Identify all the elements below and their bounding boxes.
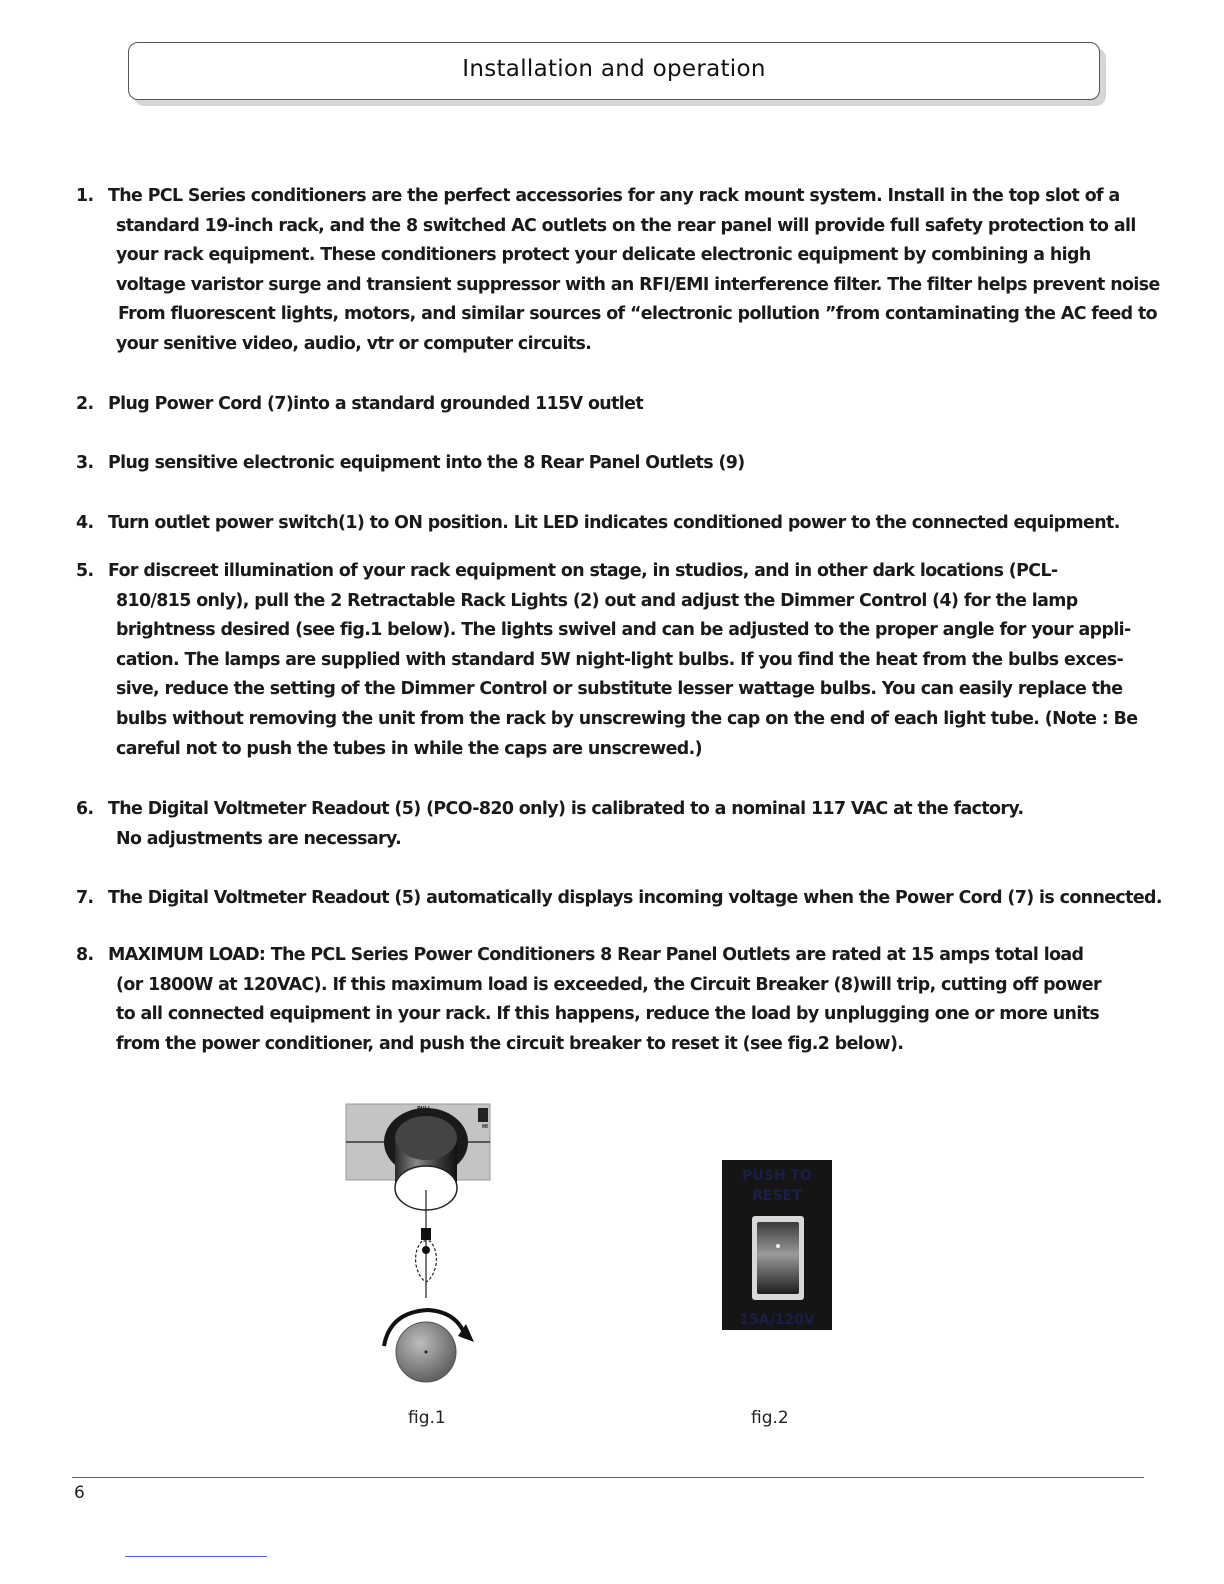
section-header: [128, 42, 1100, 100]
item-text: The Digital Voltmeter Readout (5) automatically displays incoming voltage when the Power Cord (7) is connected.: [108, 888, 1162, 908]
list-item: [76, 941, 1101, 1059]
item-text: Turn outlet power switch(1) to ON position. Lit LED indicates conditioned power to the connected equipment.: [108, 513, 1120, 533]
item-text: careful not to push the tubes in while the caps are unscrewed.): [116, 738, 702, 759]
item-number: 3.: [76, 453, 94, 473]
circuit-breaker-illustration: [722, 1160, 832, 1330]
page-number: 6: [74, 1483, 85, 1503]
item-number: 6.: [76, 799, 94, 819]
footnote-rule: [125, 1556, 267, 1557]
item-text: bulbs without removing the unit from the rack by unscrewing the cap on the end of each light tube. (Note : Be: [116, 708, 1138, 729]
list-item: [76, 509, 1120, 539]
item-number: 8.: [76, 945, 94, 965]
item-text: No adjustments are necessary.: [116, 828, 402, 849]
item-text: standard 19-inch rack, and the 8 switched AC outlets on the rear panel will provide full safety protection to all: [116, 215, 1136, 236]
item-text: (or 1800W at 120VAC). If this maximum load is exceeded, the Circuit Breaker (8)will trip, cutting off power: [116, 974, 1101, 995]
breaker-rocker: [757, 1222, 799, 1294]
switch-marker: [478, 1108, 488, 1122]
item-text: from the power conditioner, and push the circuit breaker to reset it (see fig.2 below).: [116, 1033, 904, 1054]
list-item: [76, 795, 1024, 854]
fig2-caption: fig.2: [751, 1408, 789, 1428]
item-text: For discreet illumination of your rack equipment on stage, in studios, and in other dark locations (PCL-: [108, 561, 1058, 581]
item-number: 5.: [76, 561, 94, 581]
item-text: From fluorescent lights, motors, and similar sources of “electronic pollution ”from contaminating the AC feed to: [118, 304, 1158, 325]
list-item: [76, 182, 1160, 360]
hi-label: HI: [482, 1124, 489, 1130]
rating-label: 15A/120V: [739, 1312, 815, 1328]
footer-rule: [72, 1477, 1144, 1478]
item-text: 810/815 only), pull the 2 Retractable Rack Lights (2) out and adjust the Dimmer Control (4) for the lamp: [116, 590, 1078, 611]
list-item: [76, 449, 745, 479]
list-item: [76, 884, 1162, 914]
item-number: 2.: [76, 394, 94, 414]
page-title: Installation and operation: [462, 56, 766, 82]
item-text: voltage varistor surge and transient suppressor with an RFI/EMI interference filter. The filter helps prevent noise: [116, 274, 1160, 295]
rack-light-illustration: [340, 1100, 500, 1390]
item-number: 7.: [76, 888, 94, 908]
item-number: 1.: [76, 186, 94, 206]
item-text: Plug Power Cord (7)into a standard grounded 115V outlet: [108, 394, 644, 414]
reset-label: RESET: [752, 1188, 802, 1204]
item-text: The PCL Series conditioners are the perfect accessories for any rack mount system. Install in the top slot of a: [108, 186, 1120, 206]
item-text: your rack equipment. These conditioners protect your delicate electronic equipment by combining a high: [116, 245, 1091, 266]
item-text: Plug sensitive electronic equipment into the 8 Rear Panel Outlets (9): [108, 453, 745, 473]
item-number: 4.: [76, 513, 94, 533]
item-text: brightness desired (see fig.1 below). The lights swivel and can be adjusted to the proper angle for your appli-: [116, 620, 1131, 641]
list-item: [76, 390, 643, 420]
item-text: The Digital Voltmeter Readout (5) (PCO-820 only) is calibrated to a nominal 117 VAC at the factory.: [108, 799, 1024, 819]
list-item: [76, 557, 1137, 764]
push-to-label: PUSH TO: [742, 1168, 812, 1184]
item-text: MAXIMUM LOAD: The PCL Series Power Conditioners 8 Rear Panel Outlets are rated at 15 amps total load: [108, 945, 1084, 965]
item-text: sive, reduce the setting of the Dimmer Control or substitute lesser wattage bulbs. You can easily replace the: [116, 679, 1123, 700]
item-text: your senitive video, audio, vtr or computer circuits.: [116, 333, 592, 354]
item-text: to all connected equipment in your rack. If this happens, reduce the load by unplugging one or more units: [116, 1004, 1100, 1025]
bulb-base: [421, 1228, 431, 1240]
item-text: cation. The lamps are supplied with standard 5W night-light bulbs. If you find the heat from the bulbs exces-: [116, 649, 1124, 670]
fig1-caption: fig.1: [408, 1408, 446, 1428]
